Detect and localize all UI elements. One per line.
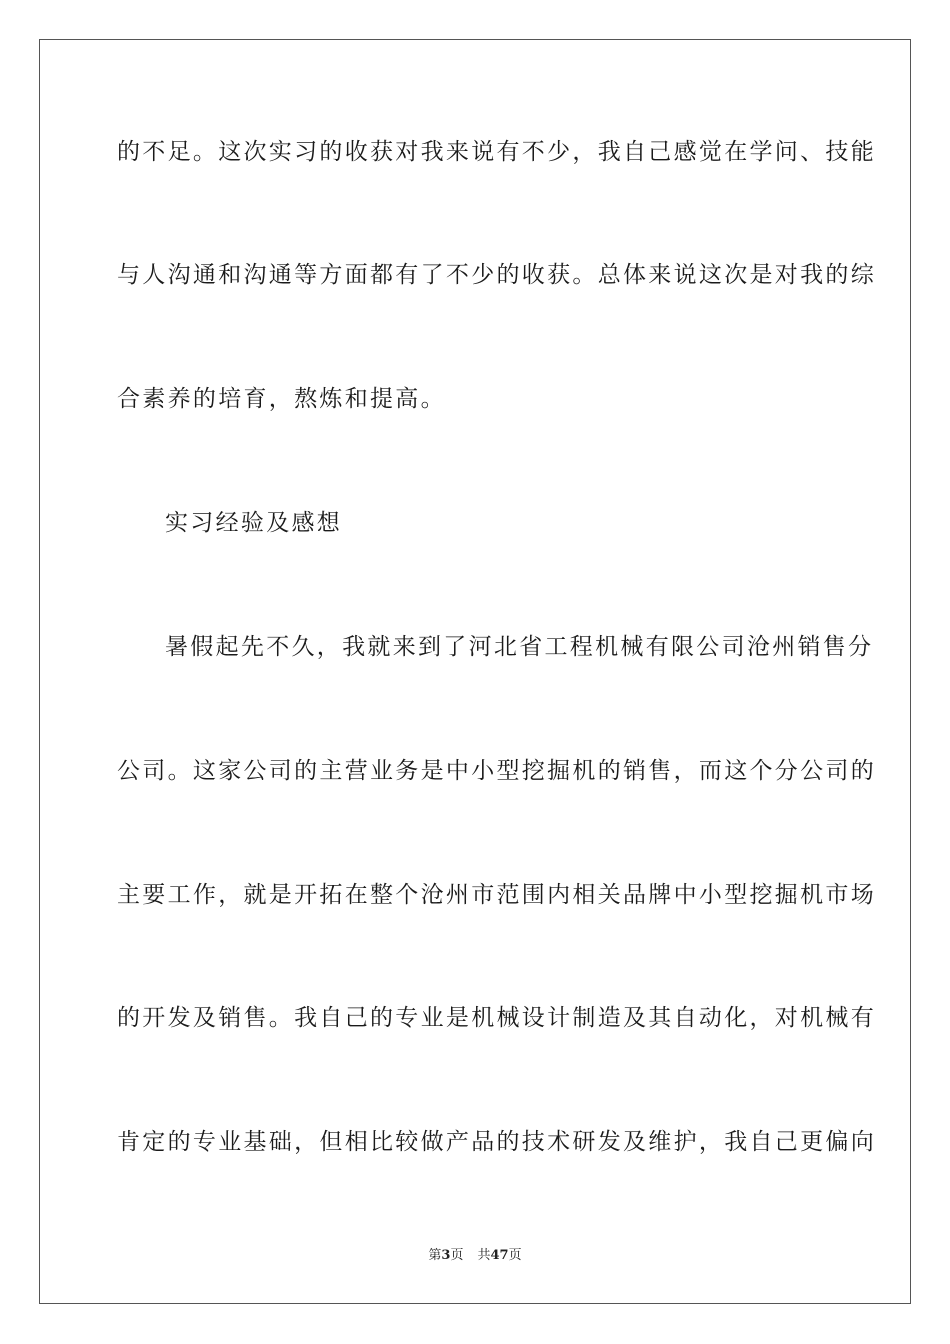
paragraph-line: 肯定的专业基础，但相比较做产品的技术研发及维护，我自己更偏向	[117, 1129, 876, 1155]
page-suffix: 页	[450, 1248, 464, 1263]
total-pages: 47	[490, 1248, 509, 1263]
page-prefix: 第	[428, 1248, 442, 1263]
paragraph-line: 公司。这家公司的主营业务是中小型挖掘机的销售，而这个分公司的	[117, 758, 876, 784]
total-prefix: 共	[477, 1248, 491, 1263]
total-suffix: 页	[508, 1248, 522, 1263]
paragraph-line: 合素养的培育，熬炼和提高。	[117, 386, 446, 412]
paragraph-line: 暑假起先不久，我就来到了河北省工程机械有限公司沧州销售分	[165, 634, 874, 660]
paragraph-line: 的开发及销售。我自己的专业是机械设计制造及其自动化，对机械有	[117, 1005, 876, 1031]
paragraph-line: 的不足。这次实习的收获对我来说有不少，我自己感觉在学问、技能	[117, 139, 876, 165]
page-footer	[0, 1247, 950, 1265]
paragraph-line: 主要工作，就是开拓在整个沧州市范围内相关品牌中小型挖掘机市场	[117, 882, 876, 908]
page-border	[39, 39, 911, 1304]
paragraph-line: 与人沟通和沟通等方面都有了不少的收获。总体来说这次是对我的综	[117, 262, 876, 288]
section-heading: 实习经验及感想	[165, 510, 343, 536]
page-number: 3	[441, 1248, 451, 1263]
